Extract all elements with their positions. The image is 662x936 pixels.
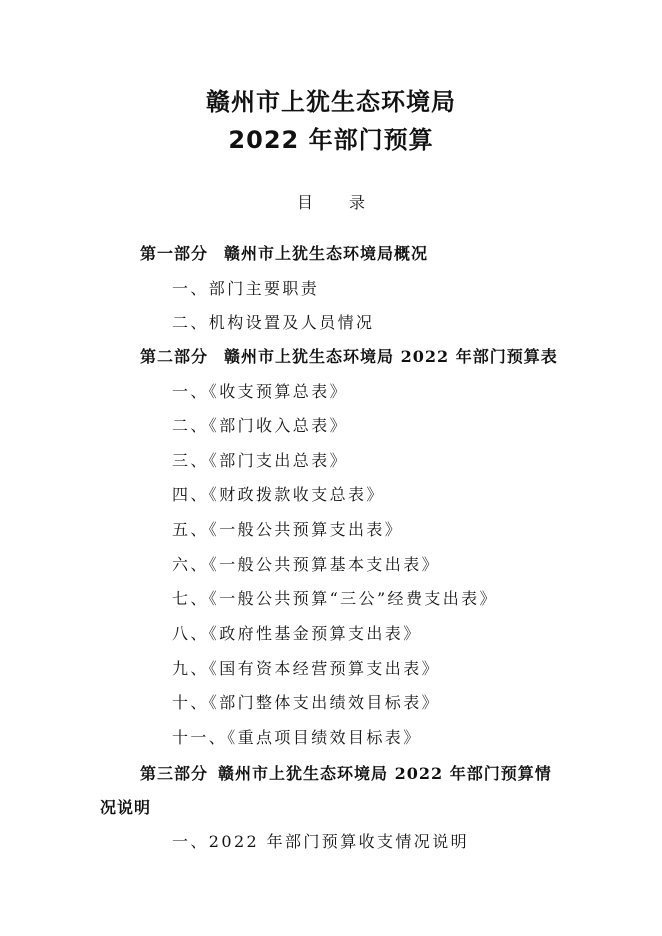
toc-part-1-label: 第一部分 [140,244,209,263]
toc-item: 四、《财政拨款收支总表》 [172,485,385,504]
toc-item: 七、《一般公共预算“三公”经费支出表》 [172,589,498,608]
toc-item: 八、《政府性基金预算支出表》 [172,624,422,643]
toc-item: 二、机构设置及人员情况 [172,313,375,332]
toc-item: 二、《部门收入总表》 [172,416,349,435]
toc-heading-left: 目 [296,193,313,212]
toc-item: 一、《收支预算总表》 [172,382,349,401]
document-title-line-1: 赣州市上犹生态环境局 [206,88,456,116]
toc-item: 十、《部门整体支出绩效目标表》 [172,693,441,712]
toc-heading-right: 录 [349,193,366,212]
toc-part-3-label: 第三部分 [140,764,209,783]
toc-item: 九、《国有资本经营预算支出表》 [172,659,441,678]
toc-part-2-title: 赣州市上犹生态环境局 2022 年部门预算表 [224,347,558,366]
toc-item: 一、部门主要职责 [172,279,320,298]
document-title-line-2: 2022 年部门预算 [228,126,434,154]
toc-heading [0,190,662,213]
toc-item: 六、《一般公共预算基本支出表》 [172,555,441,574]
toc-item: 五、《一般公共预算支出表》 [172,520,404,539]
toc-part-3-title-continued: 况说明 [100,798,152,817]
toc-item: 三、《部门支出总表》 [172,451,349,470]
toc-part-2-label: 第二部分 [140,347,209,366]
toc-part-1 [140,244,428,264]
toc-part-2 [140,347,558,367]
toc-item: 一、2022 年部门预算收支情况说明 [172,832,470,851]
toc-part-1-title: 赣州市上犹生态环境局概况 [224,244,429,263]
toc-part-3-title: 赣州市上犹生态环境局 2022 年部门预算情 [218,764,552,783]
toc-item: 十一、《重点项目绩效目标表》 [172,728,422,747]
toc-part-3 [140,764,552,784]
